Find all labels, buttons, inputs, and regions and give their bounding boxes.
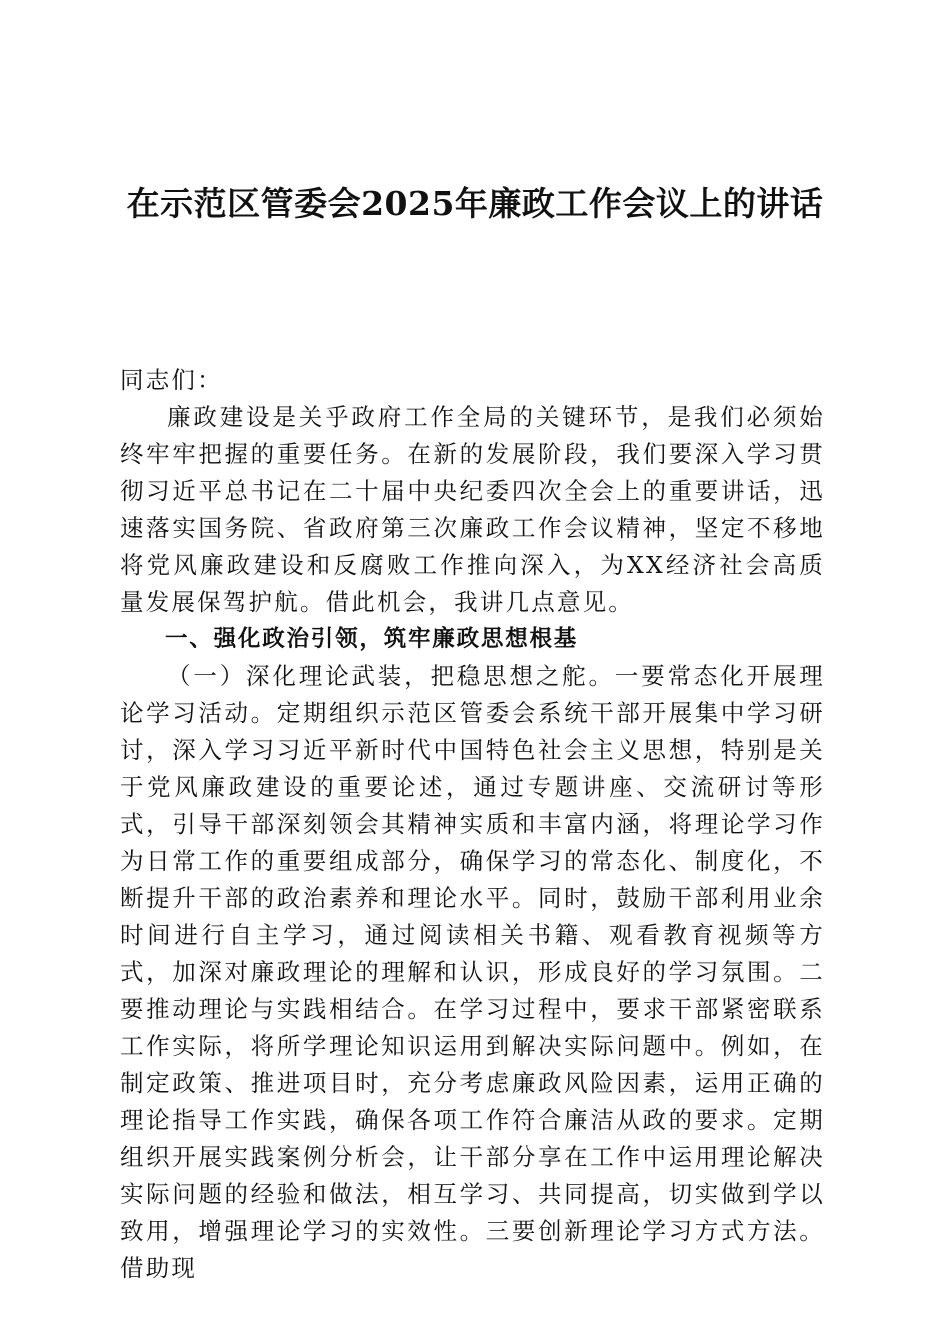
salutation: 同志们： (120, 366, 223, 394)
document-title: 在示范区管委会2025年廉政工作会议上的讲话 (126, 184, 824, 223)
body-paragraph: （一）深化理论武装，把稳思想之舵。一要常态化开展理论学习活动。定期组织示范区管委会系统干部开展集中学习研讨，深入学习习近平新时代中国特色社会主义思想，特别是关于党风廉政建设的重要论述，通过专题讲座、交流研讨等形式，引导干部深刻领会其精神实质和丰富内涵，将理论学习作为日常工作的重要组成部分，确保学习的常态化、制度化，不断提升干部的政治素养和理论水平。同时，鼓励干部利用业余时间进行自主学习，通过阅读相关书籍、观看教育视频等方式，加深对廉政理论的理解和认识，形成良好的学习氛围。二要推动理论与实践相结合。在学习过程中，要求干部紧密联系工作实际，将所学理论知识运用到解决实际问题中。例如，在制定政策、推进项目时，充分考虑廉政风险因素，运用正确的理论指导工作实践，确保各项工作符合廉洁从政的要求。定期组织开展实践案例分析会，让干部分享在工作中运用理论解决实际问题的经验和做法，相互学习、共同提高，切实做到学以致用，增强理论学习的实效性。三要创新理论学习方式方法。借助现 (120, 662, 825, 1282)
section-heading: 一、强化政治引领，筑牢廉政思想根基 (165, 626, 579, 652)
document-body (120, 362, 825, 1287)
intro-paragraph: 廉政建设是关乎政府工作全局的关键环节，是我们必须始终牢牢把握的重要任务。在新的发展阶段，我们要深入学习贯彻习近平总书记在二十届中央纪委四次全会上的重要讲话，迅速落实国务院、省政府第三次廉政工作会议精神，坚定不移地将党风廉政建设和反腐败工作推向深入，为XX经济社会高质量发展保驾护航。借此机会，我讲几点意见。 (120, 403, 825, 616)
